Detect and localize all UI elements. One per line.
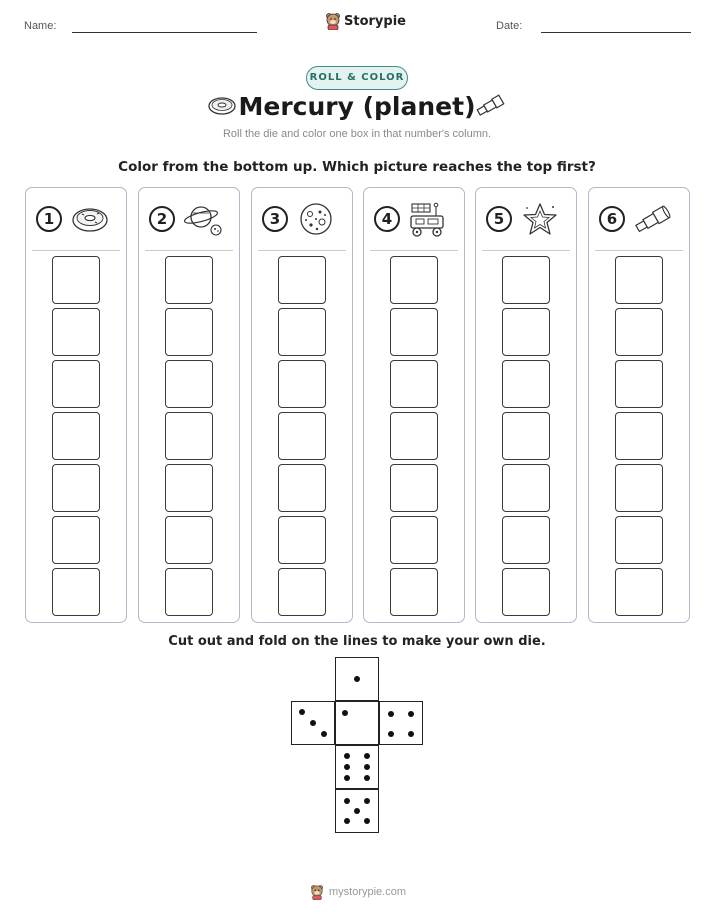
brand-logo [325,12,406,30]
donut-icon [70,202,110,236]
color-box[interactable] [615,360,663,408]
color-box[interactable] [390,516,438,564]
die-pip [364,753,370,759]
column-header [149,202,229,236]
color-box[interactable] [390,568,438,616]
bear-icon [325,12,341,30]
color-box[interactable] [502,360,550,408]
color-box[interactable] [165,464,213,512]
die-pip [388,731,394,737]
color-box[interactable] [278,464,326,512]
die-face-5 [335,789,379,833]
footer [310,884,406,900]
color-box[interactable] [502,568,550,616]
instruction-text: Color from the bottom up. Which picture reaches the top first? [118,159,596,175]
color-box[interactable] [165,516,213,564]
die-pip [310,720,316,726]
number-badge: 6 [599,206,625,232]
die-pip [344,798,350,804]
die-pip [364,775,370,781]
name-line[interactable] [72,32,257,33]
color-box[interactable] [165,568,213,616]
bear-icon [310,884,324,900]
color-box[interactable] [615,516,663,564]
date-label: Date: [496,20,523,32]
color-box[interactable] [52,516,100,564]
die-pip [364,764,370,770]
die-pip [364,798,370,804]
column-divider [370,250,458,251]
number-badge: 5 [486,206,512,232]
color-box[interactable] [165,308,213,356]
die-face-3 [291,701,335,745]
brand-name: Storypie [344,13,406,29]
activity-badge: ROLL & COLOR [306,66,408,90]
color-box[interactable] [165,256,213,304]
color-box[interactable] [615,568,663,616]
die-face-1 [335,657,379,701]
color-box[interactable] [278,360,326,408]
column-divider [32,250,120,251]
color-box[interactable] [390,412,438,460]
column-1 [25,187,127,623]
telescope-icon [474,94,506,118]
die-pip [344,753,350,759]
mercury-icon [296,202,336,236]
color-box[interactable] [278,568,326,616]
planet-icon [183,202,223,236]
die-pip [344,764,350,770]
die-pip [344,775,350,781]
color-box[interactable] [390,360,438,408]
color-box[interactable] [165,412,213,460]
color-box[interactable] [278,412,326,460]
number-badge: 1 [36,206,62,232]
column-header [486,202,566,236]
column-2 [138,187,240,623]
column-5 [475,187,577,623]
color-box[interactable] [52,308,100,356]
column-header [599,202,679,236]
star-icon [520,202,560,236]
die-pip [299,709,305,715]
die-pip [354,676,360,682]
column-divider [482,250,570,251]
footer-url[interactable]: mystorypie.com [329,886,407,898]
die-pip [321,731,327,737]
column-4 [363,187,465,623]
color-box[interactable] [278,516,326,564]
die-face-1 [335,701,379,745]
column-3 [251,187,353,623]
die-pip [354,808,360,814]
color-box[interactable] [165,360,213,408]
color-box[interactable] [52,256,100,304]
number-badge: 4 [374,206,400,232]
page-title: Mercury (planet) [238,92,476,121]
color-box[interactable] [502,308,550,356]
name-label: Name: [24,20,57,32]
color-box[interactable] [52,360,100,408]
column-divider [595,250,683,251]
die-pip [408,731,414,737]
number-badge: 3 [262,206,288,232]
color-box[interactable] [615,256,663,304]
color-box[interactable] [390,464,438,512]
telescope-icon [633,202,673,236]
date-line[interactable] [541,32,691,33]
die-pip [388,711,394,717]
column-divider [258,250,346,251]
color-box[interactable] [502,256,550,304]
die-face-4 [379,701,423,745]
color-box[interactable] [52,568,100,616]
die-pip [342,710,348,716]
column-6 [588,187,690,623]
column-header [262,202,342,236]
die-pip [364,818,370,824]
color-box[interactable] [502,412,550,460]
color-box[interactable] [278,256,326,304]
rover-icon [408,202,448,238]
color-box[interactable] [52,464,100,512]
die-pip [408,711,414,717]
color-box[interactable] [615,308,663,356]
color-box[interactable] [390,256,438,304]
color-box[interactable] [502,464,550,512]
cut-instruction: Cut out and fold on the lines to make your own die. [168,634,546,649]
color-box[interactable] [502,516,550,564]
die-face-6 [335,745,379,789]
color-box[interactable] [390,308,438,356]
color-box[interactable] [278,308,326,356]
color-box[interactable] [52,412,100,460]
subtitle: Roll the die and color one box in that number's column. [222,128,492,140]
color-box[interactable] [615,464,663,512]
column-header [374,202,454,236]
color-box[interactable] [615,412,663,460]
die-pip [344,818,350,824]
column-divider [145,250,233,251]
number-badge: 2 [149,206,175,232]
column-header [36,202,116,236]
